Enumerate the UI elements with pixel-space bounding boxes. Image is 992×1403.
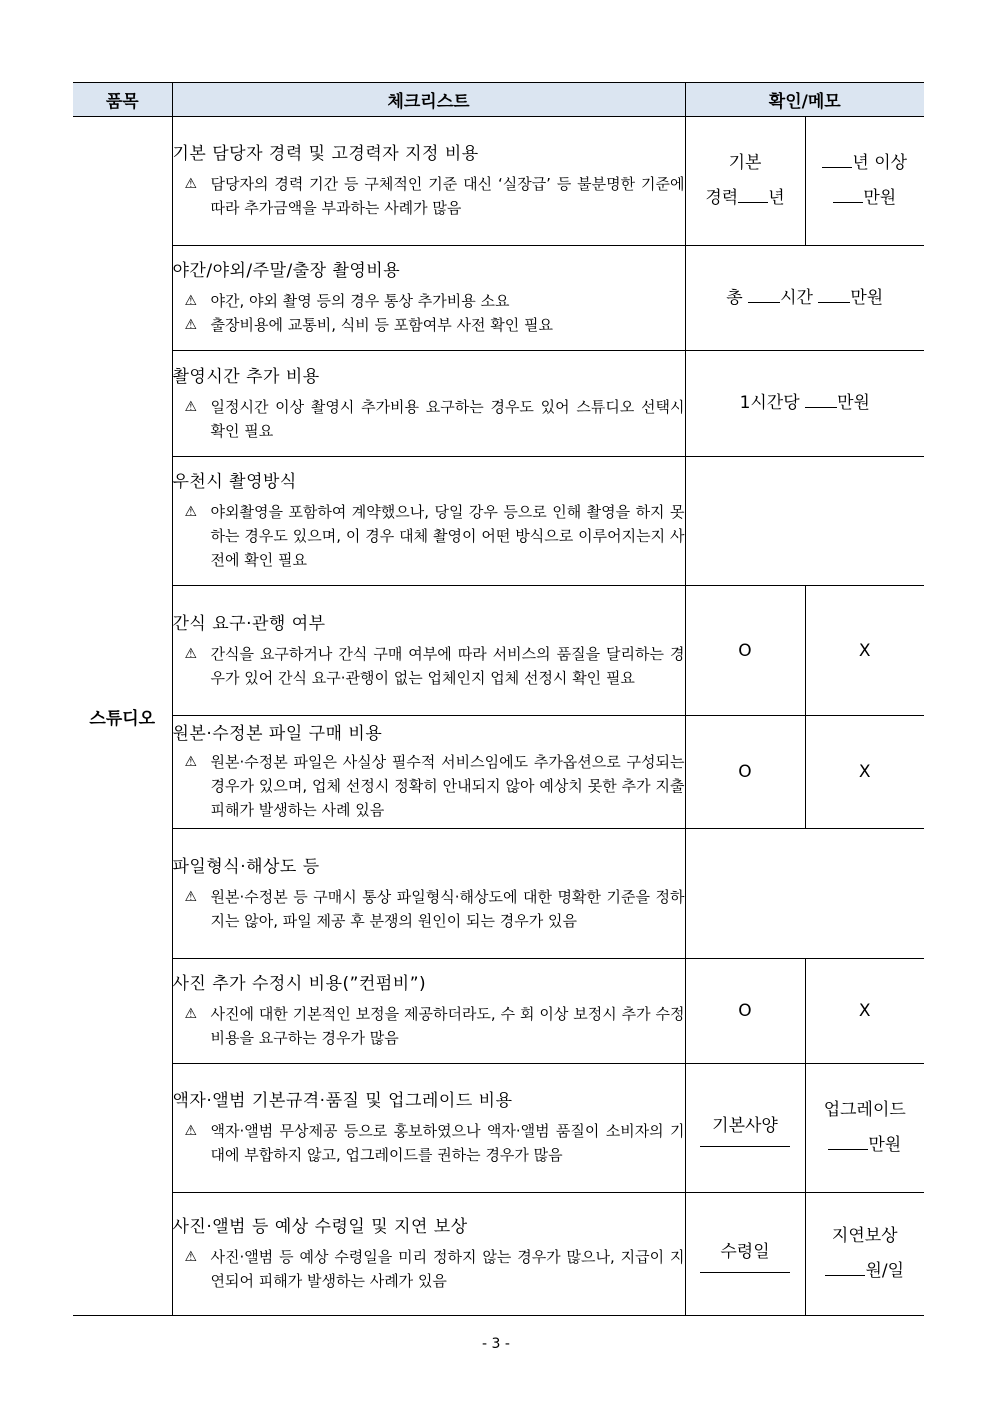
memo-cell: 총 시간 만원 [685,246,924,351]
checklist-table [73,82,924,1316]
item-note: ⚠ 사진·앨범 등 예상 수령일을 미리 정하지 않는 경우가 많으나, 지급이 지연되어 피해가 발생하는 사례가 있음 [173,1245,685,1293]
blank-field[interactable] [828,1131,868,1150]
table-row [73,586,924,716]
checklist-item [172,117,685,246]
memo-text: 기본사양 [712,1116,778,1136]
no-mark[interactable]: X [805,959,924,1064]
item-title: 간식 요구·관행 여부 [172,613,326,634]
warning-icon: ⚠ [184,293,198,309]
category-cell: 스튜디오 [73,117,172,1316]
memo-cell: 1시간당 만원 [685,351,924,457]
memo-cost-line: 만원 [806,1128,925,1163]
memo-text: 지연보상 [831,1226,898,1246]
memo-cell-right [805,117,924,246]
blank-field[interactable] [805,389,837,408]
warning-icon: ⚠ [184,176,198,192]
item-note: ⚠ 간식을 요구하거나 간식 구매 여부에 따라 서비스의 품질을 달리하는 경우가 있어 간식 요구·관행이 없는 업체인지 업체 선정시 확인 필요 [173,642,685,690]
header-item: 품목 [73,83,172,117]
warning-icon: ⚠ [184,754,198,770]
item-note: ⚠ 담당자의 경력 기간 등 구체적인 기준 대신 ‘실장급’ 등 불분명한 기준에 따라 추가금액을 부과하는 사례가 많음 [173,172,685,220]
warning-icon: ⚠ [184,317,198,333]
item-title: 촬영시간 추가 비용 [172,366,320,387]
table-row [73,457,924,586]
header-memo: 확인/메모 [685,83,924,117]
table-row [73,351,924,457]
table-row [73,716,924,829]
item-title: 야간/야외/주말/출장 촬영비용 [172,261,401,281]
memo-text: 기본 [728,153,762,173]
checklist-item [172,586,685,716]
header-checklist: 체크리스트 [172,83,685,117]
item-title: 사진 추가 수정시 비용(”컨펌비”) [172,974,427,994]
memo-cell-left [685,117,805,246]
item-note: ⚠ 액자·앨범 무상제공 등으로 홍보하였으나 액자·앨범 품질이 소비자의 기대에 부합하지 않고, 업그레이드를 권하는 경우가 많음 [173,1119,685,1167]
blank-field[interactable] [738,184,768,203]
checklist-item [172,716,685,829]
yes-mark[interactable]: O [685,716,805,829]
checklist-item [172,1193,685,1316]
item-title: 사진·앨범 등 예상 수령일 및 지연 보상 [172,1217,468,1237]
warning-icon: ⚠ [184,888,198,905]
item-note: ⚠ 야간, 야외 촬영 등의 경우 통상 추가비용 소요 [173,289,685,313]
no-mark[interactable]: X [805,716,924,829]
table-row [73,117,924,246]
item-note: ⚠ 원본·수정본 파일은 사실상 필수적 서비스임에도 추가옵션으로 구성되는 경우가 있으며, 업체 선정시 정확히 안내되지 않아 예상치 못한 추가 지출 피해가 발생하는 사례 있음 [173,750,685,822]
memo-text: 업그레이드 [823,1100,906,1120]
blank-field[interactable] [818,284,850,303]
memo-years-line: 년 이상 [806,146,925,181]
table-row [73,959,924,1064]
memo-cell-left [685,1064,805,1193]
memo-career-line: 경력 년 [686,181,805,216]
item-note: ⚠ 사진에 대한 기본적인 보정을 제공하더라도, 수 회 이상 보정시 추가 수정비용을 요구하는 경우가 많음 [173,1002,685,1050]
item-note: ⚠ 일정시간 이상 촬영시 추가비용 요구하는 경우도 있어 스튜디오 선택시 확인 필요 [173,395,685,443]
item-title: 기본 담당자 경력 및 고경력자 지정 비용 [172,144,479,164]
blank-field[interactable] [822,149,852,168]
checklist-item [172,351,685,457]
page-number: - 3 - [482,1336,510,1352]
memo-rate-line: 원/일 [806,1254,925,1289]
memo-cell-right [805,1064,924,1193]
checklist-item [172,1064,685,1193]
checklist-item [172,246,685,351]
blank-field[interactable] [825,1257,865,1276]
yes-mark[interactable]: O [685,586,805,716]
blank-field[interactable] [748,284,780,303]
table-row [73,1064,924,1193]
item-note: ⚠ 야외촬영을 포함하여 계약했으나, 당일 강우 등으로 인해 촬영을 하지 못하는 경우도 있으며, 이 경우 대체 촬영이 어떤 방식으로 이루어지는지 사전에 확인 필요 [173,500,685,572]
warning-icon: ⚠ [184,504,198,520]
warning-icon: ⚠ [184,1006,198,1022]
yes-mark[interactable]: O [685,959,805,1064]
warning-icon: ⚠ [184,1249,198,1265]
memo-cell-right [805,1193,924,1316]
memo-cell-left [685,1193,805,1316]
checklist-item [172,457,685,586]
memo-text: 수령일 [720,1242,770,1262]
item-title: 파일형식·해상도 등 [172,856,320,877]
table-row [73,246,924,351]
table-row [73,829,924,959]
checklist-item [172,959,685,1064]
warning-icon: ⚠ [184,398,198,415]
memo-cell-empty [685,829,924,959]
table-row [73,1193,924,1316]
blank-field[interactable] [700,1272,790,1273]
warning-icon: ⚠ [184,1123,198,1139]
item-note: ⚠ 원본·수정본 등 구매시 통상 파일형식·해상도에 대한 명확한 기준을 정하지는 않아, 파일 제공 후 분쟁의 원인이 되는 경우가 있음 [173,885,685,933]
table-header-row [73,83,924,117]
warning-icon: ⚠ [184,645,198,662]
memo-cell-empty [685,457,924,586]
blank-field[interactable] [700,1146,790,1147]
item-title: 액자·앨범 기본규격·품질 및 업그레이드 비용 [172,1091,513,1111]
item-note: ⚠ 출장비용에 교통비, 식비 등 포함여부 사전 확인 필요 [173,313,685,337]
item-title: 원본·수정본 파일 구매 비용 [172,724,383,744]
no-mark[interactable]: X [805,586,924,716]
memo-cost-line: 만원 [806,181,925,216]
blank-field[interactable] [833,184,863,203]
item-title: 우천시 촬영방식 [172,472,297,492]
checklist-item [172,829,685,959]
